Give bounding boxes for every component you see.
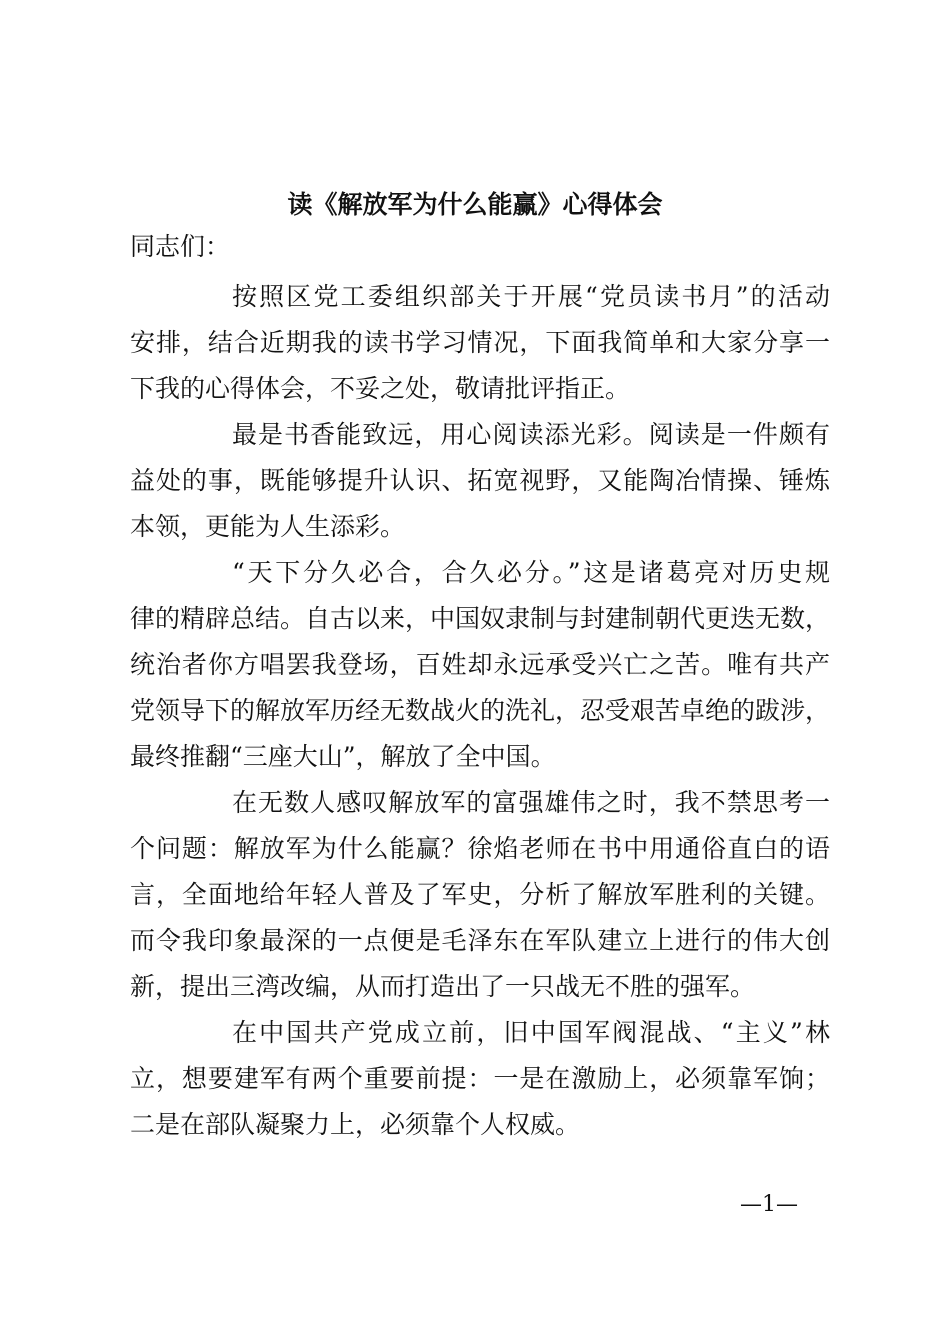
text-line: 最终推翻“三座大山”，解放了全中国。 xyxy=(130,742,556,771)
text-line: 在中国共产党成立前，旧中国军阀混战、“主义”林 xyxy=(232,1018,830,1047)
document-title: 读《解放军为什么能赢》心得体会 xyxy=(287,190,663,219)
text-line: 安排，结合近期我的读书学习情况，下面我简单和大家分享一 xyxy=(130,328,830,357)
text-line: 言，全面地给年轻人普及了军史，分析了解放军胜利的关键。 xyxy=(130,880,830,909)
paragraph xyxy=(130,274,830,412)
page-number: —1— xyxy=(740,1192,798,1217)
text-line: 最是书香能致远，用心阅读添光彩。阅读是一件颇有 xyxy=(232,420,830,449)
text-line: 新，提出三湾改编，从而打造出了一只战无不胜的强军。 xyxy=(130,972,756,1001)
text-line: 本领，更能为人生添彩。 xyxy=(130,512,406,541)
text-line: 而令我印象最深的一点便是毛泽东在军队建立上进行的伟大创 xyxy=(130,926,830,955)
text-line: 按照区党工委组织部关于开展“党员读书月”的活动 xyxy=(232,282,830,311)
text-line: 二是在部队凝聚力上，必须靠个人权威。 xyxy=(130,1110,581,1139)
salutation: 同志们： xyxy=(130,232,231,261)
text-line: 个问题：解放军为什么能赢？徐焰老师在书中用通俗直白的语 xyxy=(130,834,830,863)
text-line: 在无数人感叹解放军的富强雄伟之时，我不禁思考一 xyxy=(232,788,830,817)
paragraph xyxy=(130,1010,830,1148)
text-line: 统治者你方唱罢我登场，百姓却永远承受兴亡之苦。唯有共产 xyxy=(130,650,830,679)
paragraph xyxy=(130,412,830,550)
text-line: 立，想要建军有两个重要前提：一是在激励上，必须靠军饷； xyxy=(130,1064,830,1093)
text-line: 益处的事，既能够提升认识、拓宽视野，又能陶冶情操、锤炼 xyxy=(130,466,830,495)
text-line: 律的精辟总结。自古以来，中国奴隶制与封建制朝代更迭无数， xyxy=(130,604,831,633)
document-body xyxy=(130,274,830,1148)
paragraph xyxy=(130,550,830,780)
text-line: “天下分久必合，合久必分。”这是诸葛亮对历史规 xyxy=(232,558,830,587)
text-line: 下我的心得体会，不妥之处，敬请批评指正。 xyxy=(130,374,631,403)
paragraph xyxy=(130,780,830,1010)
text-line: 党领导下的解放军历经无数战火的洗礼，忍受艰苦卓绝的跋涉， xyxy=(130,696,831,725)
